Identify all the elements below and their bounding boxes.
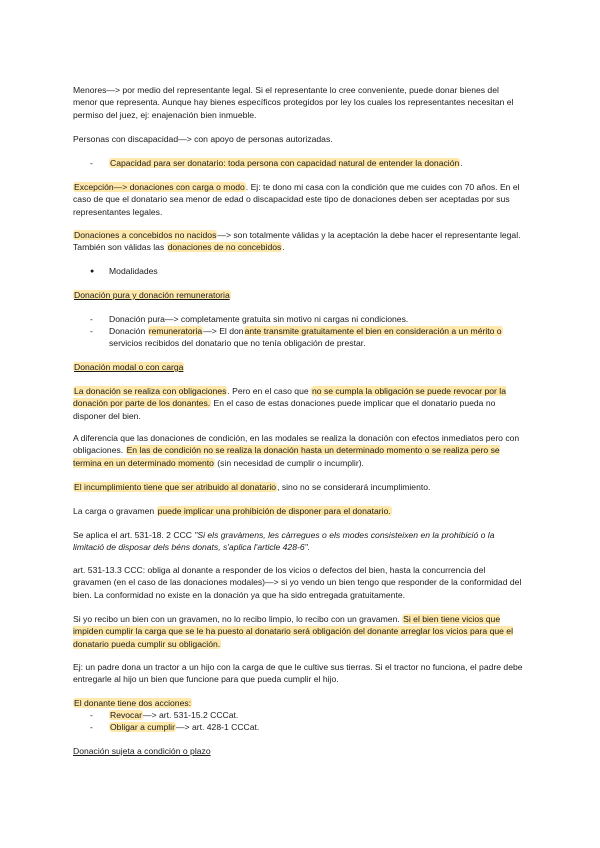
highlight: Revocar <box>110 710 142 720</box>
list-item-revocar: Revocar—> art. 531-15.2 CCCat. <box>110 710 239 720</box>
highlight: donaciones de no concebidos <box>167 242 282 253</box>
list-bullet: ● <box>90 268 95 275</box>
paragraph-gravamen: La carga o gravamen puede implicar una prohibición de disponer para el donatario. <box>73 506 391 516</box>
heading-pura-remuneratoria: Donación pura y donación remuneratoria <box>74 290 230 300</box>
highlight: Excepción—> donaciones con carga o modo <box>74 182 245 192</box>
list-item-modalidades: Modalidades <box>109 266 158 276</box>
heading-condicion-plazo: Donación sujeta a condición o plazo <box>73 746 211 756</box>
highlight: Obligar a cumplir <box>110 722 175 732</box>
paragraph-ejemplo-tractor: Ej: un padre dona un tractor a un hijo con la carga de que le cultive sus tierras. Si el tractor no funciona, el padre debe entregarle al hijo un bien que funcione para que pueda cumplir el hijo. <box>73 662 523 685</box>
list-item-pura: Donación pura—> completamente gratuita sin motivo ni cargas ni condiciones. <box>109 314 409 324</box>
highlight: Si el bien tiene vicios que impiden cumplir la carga que se le ha puesto al donatario será obligación del donante arreglar los vicios para que el donatario pueda cumplir su obligación. <box>73 614 513 649</box>
highlight: El donante tiene dos acciones: <box>74 698 192 708</box>
list-item-capacidad: Capacidad para ser donatario: toda persona con capacidad natural de entender la donación. <box>110 158 463 168</box>
highlight: En las de condición no se realiza la donación hasta un determinado momento o se realiza pero se termina en un determinado momento <box>73 445 500 468</box>
highlight: puede implicar una prohibición de disponer para el donatario. <box>157 506 391 516</box>
highlight: El incumplimiento tiene que ser atribuido al donatario <box>74 482 277 492</box>
heading-modal: Donación modal o con carga <box>74 362 184 372</box>
highlight: La donación se realiza con obligaciones <box>74 386 227 396</box>
list-item-remuneratoria: Donación remuneratoria—> El donante transmite gratuitamente el bien en consideración a un mérito o servicios recibidos del donatario que no tenía obligación de prestar. <box>109 326 502 349</box>
paragraph-art-531-13: art. 531-13.3 CCC: obliga al donante a responder de los vicios o defectos del bien, hasta la concurrencia del gravamen (en el caso de las donaciones modales)—> si yo vendo un bien tengo que responder de la conformidad del bien. La conformidad no existe en la donación ya que ha sido entregada gratuitamente. <box>73 565 522 600</box>
list-dash: - <box>90 326 93 336</box>
paragraph-discapacidad: Personas con discapacidad—> con apoyo de personas autorizadas. <box>73 134 333 144</box>
paragraph-diferencia: A diferencia que las donaciones de condición, en las modales se realiza la donación con efectos inmediatos pero con obligaciones. En las de condición no se realiza la donación hasta un determinado momento o se realiza pero se termina en un determinado momento (sin necesidad de cumplir o incumplir). <box>73 433 520 468</box>
list-dash: - <box>90 158 93 168</box>
quote: "Si els gravàmens, les càrregues o els modes consisteixen en la prohibició o la limitació de disposar dels béns donats, s'aplica l'article 428-6". <box>73 530 495 553</box>
list-dash: - <box>90 710 93 720</box>
highlight: remuneratoria <box>148 326 203 336</box>
paragraph-excepcion: Excepción—> donaciones con carga o modo. Ej: te dono mi casa con la condición que me cuides con 70 años. En el caso de que el donatario sea menor de edad o discapacidad este tipo de donaciones deben ser aceptadas por sus representantes legales. <box>73 182 520 217</box>
list-item-obligar: Obligar a cumplir—> art. 428-1 CCCat. <box>110 722 260 732</box>
paragraph-obligaciones: La donación se realiza con obligaciones. Pero en el caso que no se cumpla la obligación se puede revocar por la donación por parte de los donantes. En el caso de estas donaciones puede implicar que el donatario pueda no disponer del bien. <box>73 386 506 421</box>
list-dash: - <box>90 314 93 324</box>
highlight: ante transmite gratuitamente el bien en consideración a un mérito o <box>244 326 502 336</box>
paragraph-acciones <box>73 697 525 709</box>
paragraph-art-531-18: Se aplica el art. 531-18. 2 CCC "Si els gravàmens, les càrregues o els modes consisteixen en la prohibició o la limitació de disposar dels béns donats, s'aplica l'article 428-6". <box>73 530 495 553</box>
highlight: no se cumpla la obligación se puede revocar por la donación por parte de los donantes. <box>73 386 506 409</box>
highlight: Capacidad para ser donatario: toda persona con capacidad natural de entender la donación <box>110 158 460 168</box>
paragraph-concebidos: Donaciones a concebidos no nacidos—> son totalmente válidas y la aceptación la debe hacer el representante legal. También son válidas las donaciones de no concebidos. <box>73 230 521 253</box>
list-dash: - <box>90 722 93 732</box>
highlight: Donaciones a concebidos no nacidos <box>74 230 217 240</box>
paragraph-menores: Menores—> por medio del representante legal. Si el representante lo cree conveniente, puede donar bienes del menor que representa. Aunque hay bienes específicos protegidos por ley los cuales los representantes necesitan el permiso del juez, ej: enajenación bien inmueble. <box>73 85 514 120</box>
paragraph-vicios: Si yo recibo un bien con un gravamen, no lo recibo limpio, lo recibo con un gravamen. Si el bien tiene vicios que impiden cumplir la carga que se le ha puesto al donatario será obligación del donante arreglar los vicios para que el donatario pueda cumplir su obligación. <box>73 614 513 649</box>
paragraph-incumplimiento: El incumplimiento tiene que ser atribuido al donatario, sino no se considerará incumplimiento. <box>74 482 431 492</box>
